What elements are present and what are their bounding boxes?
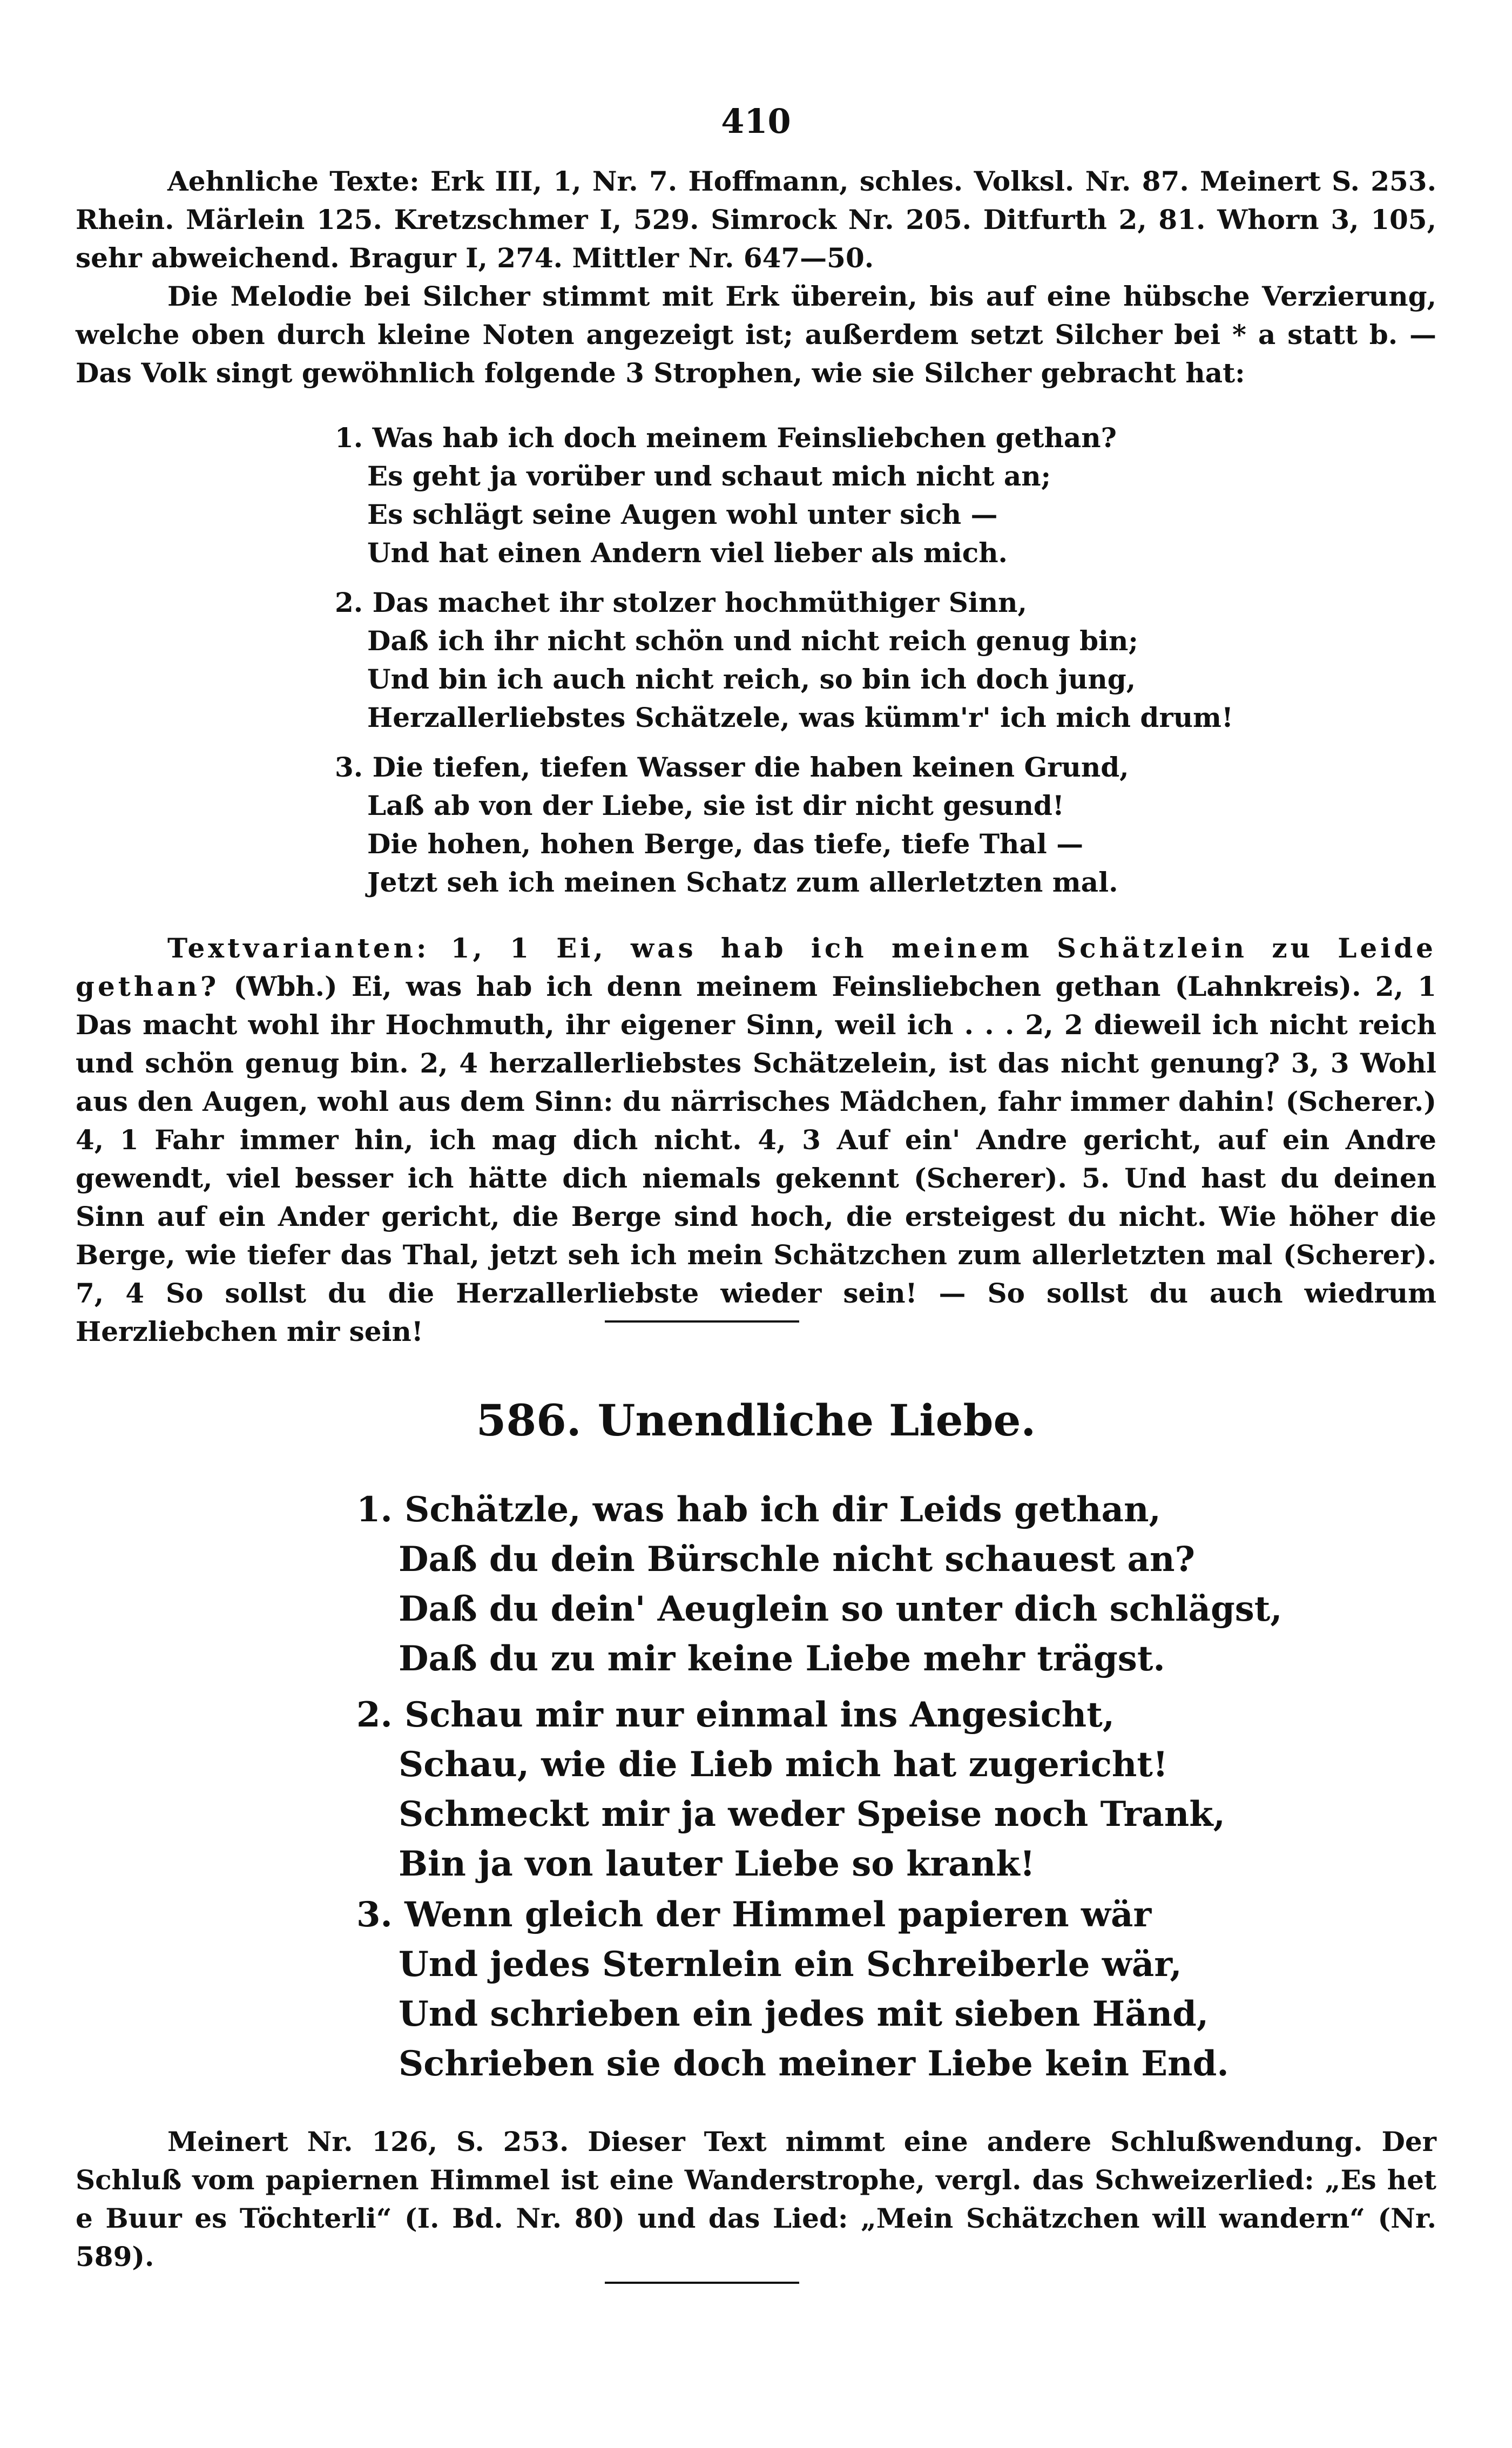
- verse-line: Schmeckt mir ja weder Speise noch Trank,: [399, 1794, 1225, 1835]
- verse-line: Und schrieben ein jedes mit sieben Händ,: [399, 1994, 1209, 2034]
- verse-line: Herzallerliebstes Schätzele, was kümm'r' ich mich drum!: [367, 702, 1233, 733]
- similar-texts-text: Erk III, 1, Nr. 7. Hoffmann, schles. Volksl. Nr. 87. Meinert S. 253. Rhein. Märlein 125. Kretzschmer I, 529. Simrock Nr. 205. Ditfurth 2, 81. Whorn 3, 105, sehr abweichend. Bragur I, 274. Mittler Nr. 647—50.: [76, 165, 1436, 274]
- folk-stanza-1: [335, 419, 1117, 572]
- verse-line: Es geht ja vorüber und schaut mich nicht an;: [367, 460, 1051, 492]
- verse-line: 3. Wenn gleich der Himmel papieren wär: [356, 1894, 1152, 1935]
- verse-line: 1. Schätzle, was hab ich dir Leids gethan,: [356, 1489, 1161, 1530]
- text-variants-label: Textvarianten:: [167, 932, 430, 964]
- song-number: 586.: [476, 1395, 582, 1446]
- verse-line: Und bin ich auch nicht reich, so bin ich doch jung,: [367, 663, 1136, 695]
- text-variants-paragraph: [76, 929, 1436, 1351]
- section-divider: [605, 1320, 799, 1323]
- verse-line: Schrieben sie doch meiner Liebe kein End.: [399, 2044, 1229, 2084]
- similar-texts-paragraph: [76, 162, 1436, 277]
- verse-line: Daß du zu mir keine Liebe mehr trägst.: [399, 1638, 1165, 1679]
- verse-line: Daß du dein' Aeuglein so unter dich schlägst,: [399, 1589, 1282, 1629]
- verse-line: Es schlägt seine Augen wohl unter sich —: [367, 498, 998, 530]
- closing-note: Meinert Nr. 126, S. 253. Dieser Text nimmt eine andere Schlußwendung. Der Schluß vom papiernen Himmel ist eine Wanderstrophe, vergl. das Schweizerlied: „Es het e Buur es Töchterli“ (I. Bd. Nr. 80) und das Lied: „Mein Schätzchen will wandern“ (Nr. 589).: [76, 2126, 1436, 2272]
- verse-line: 2. Schau mir nur einmal ins Angesicht,: [356, 1695, 1115, 1735]
- folk-stanza-2: [335, 583, 1233, 737]
- page-end-divider: [605, 2282, 799, 2284]
- references-block: [76, 162, 1436, 392]
- verse-line: Daß ich ihr nicht schön und nicht reich genug bin;: [367, 625, 1138, 657]
- song-stanza-1: [356, 1485, 1282, 1684]
- verse-line: Bin ja von lauter Liebe so krank!: [399, 1844, 1035, 1884]
- verse-line: Und hat einen Andern viel lieber als mich.: [367, 537, 1008, 569]
- folk-stanza-3: [335, 748, 1129, 901]
- verse-line: 3. Die tiefen, tiefen Wasser die haben keinen Grund,: [335, 751, 1129, 783]
- text-variants-lead: 1, 1 Ei, was hab ich meinem Schätzlein zu Leide gethan?: [76, 932, 1436, 1002]
- closing-note-block: [76, 2122, 1436, 2276]
- song-stanza-3: [356, 1890, 1229, 2089]
- song-title: Unendliche Liebe.: [597, 1395, 1036, 1446]
- text-variants-text: (Wbh.) Ei, was hab ich denn meinem Feinsliebchen gethan (Lahnkreis). 2, 1 Das macht wohl ihr Hochmuth, ihr eigener Sinn, weil ich . . . 2, 2 dieweil ich nicht reich und schön genug bin. 2, 4 herzallerliebstes Schätzelein, ist das nicht genung? 3, 3 Wohl aus den Augen, wohl aus dem Sinn: du närrisches Mädchen, fahr immer dahin! (Scherer.) 4, 1 Fahr immer hin, ich mag dich nicht. 4, 3 Auf ein' Andre gericht, auf ein Andre gewendt, viel besser ich hätte dich niemals gekennt (Scherer). 5. Und hast du deinen Sinn auf ein Ander gericht, die Berge sind hoch, die ersteigest du nicht. Wie höher die Berge, wie tiefer das Thal, jetzt seh ich mein Schätzchen zum allerletzten mal (Scherer). 7, 4 So sollst du die Herzallerliebste wieder sein! — So sollst du auch wiedrum Herzliebchen mir sein!: [76, 970, 1436, 1347]
- verse-line: Laß ab von der Liebe, sie ist dir nicht gesund!: [367, 790, 1064, 821]
- song-stanza-2: [356, 1690, 1225, 1889]
- verse-line: Schau, wie die Lieb mich hat zugericht!: [399, 1744, 1168, 1785]
- verse-line: Jetzt seh ich meinen Schatz zum allerletzten mal.: [367, 866, 1118, 898]
- page-number: 410: [721, 102, 791, 141]
- text-variants-block: [76, 929, 1436, 1351]
- verse-line: 1. Was hab ich doch meinem Feinsliebchen gethan?: [335, 422, 1117, 454]
- verse-line: Daß du dein Bürschle nicht schauest an?: [399, 1539, 1196, 1580]
- verse-line: Und jedes Sternlein ein Schreiberle wär,: [399, 1944, 1182, 1985]
- verse-line: 2. Das machet ihr stolzer hochmüthiger Sinn,: [335, 586, 1027, 618]
- verse-line: Die hohen, hohen Berge, das tiefe, tiefe Thal —: [367, 828, 1084, 860]
- song-heading: [0, 1393, 1512, 1447]
- melody-note: Die Melodie bei Silcher stimmt mit Erk überein, bis auf eine hübsche Verzierung, welche oben durch kleine Noten angezeigt ist; außerdem setzt Silcher bei * a statt b. — Das Volk singt gewöhnlich folgende 3 Strophen, wie sie Silcher gebracht hat:: [76, 280, 1436, 389]
- similar-texts-label: Aehnliche Texte:: [167, 165, 420, 197]
